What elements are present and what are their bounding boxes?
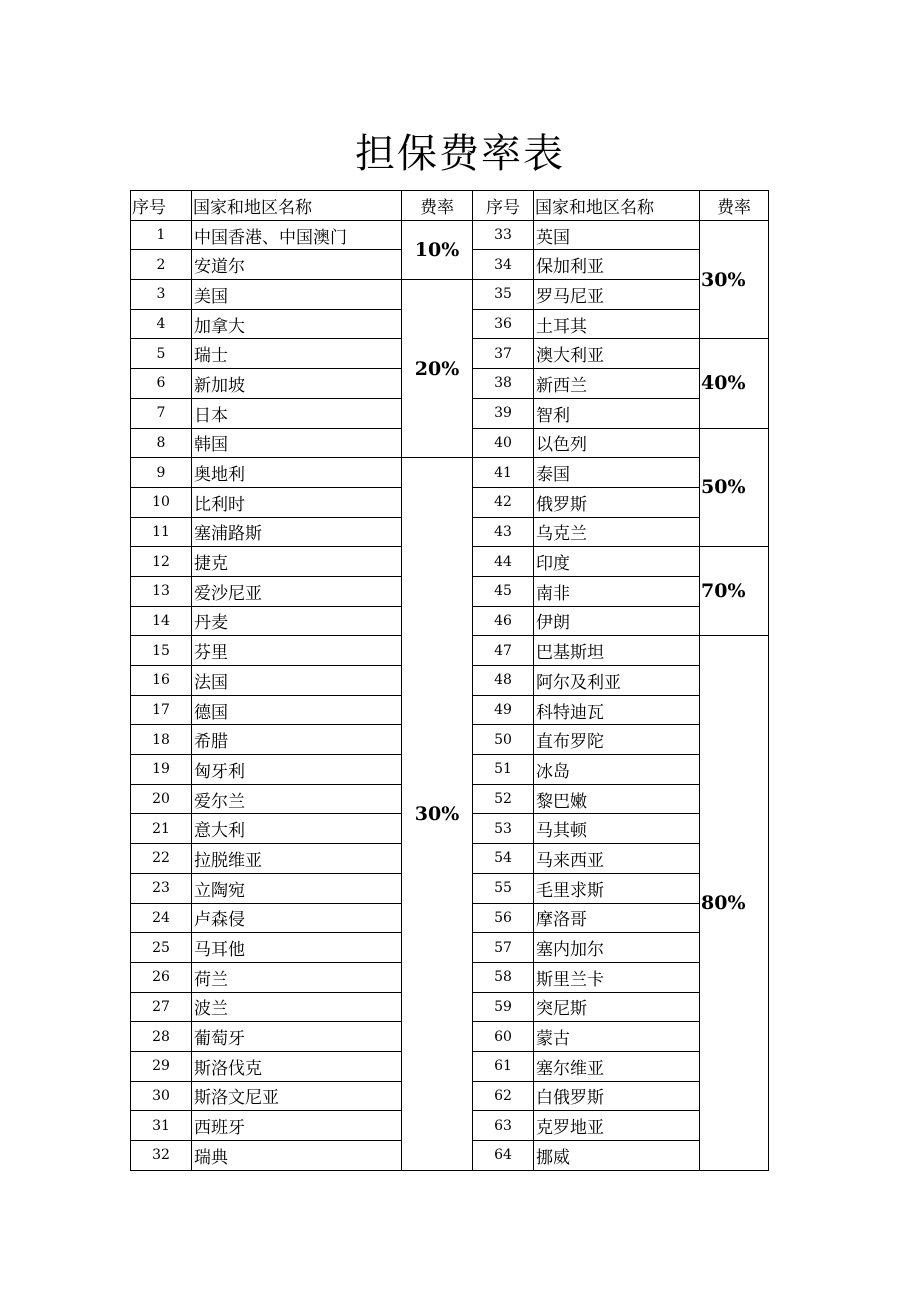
country-name: 芬里 — [192, 636, 402, 666]
rate-cell: 40% — [700, 339, 769, 428]
row-number: 45 — [473, 576, 534, 606]
row-number: 28 — [131, 1022, 192, 1052]
row-number: 42 — [473, 487, 534, 517]
country-name: 荷兰 — [192, 962, 402, 992]
row-number: 44 — [473, 547, 534, 577]
country-name: 科特迪瓦 — [534, 695, 700, 725]
header-row — [131, 191, 769, 221]
row-number: 22 — [131, 844, 192, 874]
row-number: 9 — [131, 458, 192, 488]
country-name: 波兰 — [192, 992, 402, 1022]
row-number: 13 — [131, 576, 192, 606]
header-no-left: 序号 — [131, 191, 192, 221]
country-name: 智利 — [534, 398, 700, 428]
row-number: 64 — [473, 1141, 534, 1171]
row-number: 16 — [131, 666, 192, 696]
country-name: 斯洛文尼亚 — [192, 1081, 402, 1111]
rate-cell: 30% — [402, 458, 473, 1171]
country-name: 挪威 — [534, 1141, 700, 1171]
row-number: 35 — [473, 280, 534, 310]
row-number: 40 — [473, 428, 534, 458]
country-name: 爱沙尼亚 — [192, 576, 402, 606]
header-rate-right: 费率 — [700, 191, 769, 221]
country-name: 直布罗陀 — [534, 725, 700, 755]
row-number: 4 — [131, 309, 192, 339]
row-number: 54 — [473, 844, 534, 874]
row-number: 7 — [131, 398, 192, 428]
row-number: 23 — [131, 873, 192, 903]
country-name: 伊朗 — [534, 606, 700, 636]
rate-cell: 20% — [402, 280, 473, 458]
row-number: 21 — [131, 814, 192, 844]
country-name: 美国 — [192, 280, 402, 310]
row-number: 15 — [131, 636, 192, 666]
country-name: 克罗地亚 — [534, 1111, 700, 1141]
row-number: 56 — [473, 903, 534, 933]
table-row — [131, 458, 769, 488]
country-name: 立陶宛 — [192, 873, 402, 903]
country-name: 爱尔兰 — [192, 784, 402, 814]
country-name: 斯洛伐克 — [192, 1051, 402, 1081]
row-number: 2 — [131, 250, 192, 280]
row-number: 48 — [473, 666, 534, 696]
country-name: 冰岛 — [534, 755, 700, 785]
country-name: 马来西亚 — [534, 844, 700, 874]
country-name: 塞尔维亚 — [534, 1051, 700, 1081]
row-number: 37 — [473, 339, 534, 369]
country-name: 巴基斯坦 — [534, 636, 700, 666]
rate-cell: 50% — [700, 428, 769, 547]
row-number: 41 — [473, 458, 534, 488]
row-number: 58 — [473, 962, 534, 992]
country-name: 瑞典 — [192, 1141, 402, 1171]
row-number: 19 — [131, 755, 192, 785]
country-name: 俄罗斯 — [534, 487, 700, 517]
row-number: 14 — [131, 606, 192, 636]
country-name: 塞内加尔 — [534, 933, 700, 963]
row-number: 8 — [131, 428, 192, 458]
table-row — [131, 220, 769, 250]
country-name: 罗马尼亚 — [534, 280, 700, 310]
country-name: 加拿大 — [192, 309, 402, 339]
country-name: 中国香港、中国澳门 — [192, 220, 402, 250]
row-number: 60 — [473, 1022, 534, 1052]
country-name: 黎巴嫩 — [534, 784, 700, 814]
row-number: 12 — [131, 547, 192, 577]
header-name-left: 国家和地区名称 — [192, 191, 402, 221]
country-name: 蒙古 — [534, 1022, 700, 1052]
country-name: 新加坡 — [192, 369, 402, 399]
country-name: 印度 — [534, 547, 700, 577]
country-name: 阿尔及利亚 — [534, 666, 700, 696]
row-number: 33 — [473, 220, 534, 250]
rate-cell: 10% — [402, 220, 473, 279]
country-name: 奥地利 — [192, 458, 402, 488]
row-number: 3 — [131, 280, 192, 310]
header-rate-left: 费率 — [402, 191, 473, 221]
row-number: 47 — [473, 636, 534, 666]
country-name: 比利时 — [192, 487, 402, 517]
row-number: 10 — [131, 487, 192, 517]
country-name: 丹麦 — [192, 606, 402, 636]
row-number: 26 — [131, 962, 192, 992]
country-name: 保加利亚 — [534, 250, 700, 280]
row-number: 38 — [473, 369, 534, 399]
row-number: 29 — [131, 1051, 192, 1081]
country-name: 新西兰 — [534, 369, 700, 399]
row-number: 63 — [473, 1111, 534, 1141]
country-name: 法国 — [192, 666, 402, 696]
row-number: 27 — [131, 992, 192, 1022]
country-name: 拉脱维亚 — [192, 844, 402, 874]
country-name: 德国 — [192, 695, 402, 725]
row-number: 25 — [131, 933, 192, 963]
country-name: 卢森侵 — [192, 903, 402, 933]
row-number: 62 — [473, 1081, 534, 1111]
row-number: 6 — [131, 369, 192, 399]
row-number: 51 — [473, 755, 534, 785]
country-name: 白俄罗斯 — [534, 1081, 700, 1111]
country-name: 英国 — [534, 220, 700, 250]
country-name: 塞浦路斯 — [192, 517, 402, 547]
country-name: 西班牙 — [192, 1111, 402, 1141]
row-number: 32 — [131, 1141, 192, 1171]
country-name: 马其顿 — [534, 814, 700, 844]
row-number: 1 — [131, 220, 192, 250]
header-no-right: 序号 — [473, 191, 534, 221]
country-name: 毛里求斯 — [534, 873, 700, 903]
header-name-right: 国家和地区名称 — [534, 191, 700, 221]
country-name: 澳大利亚 — [534, 339, 700, 369]
row-number: 53 — [473, 814, 534, 844]
row-number: 46 — [473, 606, 534, 636]
row-number: 17 — [131, 695, 192, 725]
row-number: 30 — [131, 1081, 192, 1111]
row-number: 5 — [131, 339, 192, 369]
country-name: 土耳其 — [534, 309, 700, 339]
table-row — [131, 280, 769, 310]
row-number: 24 — [131, 903, 192, 933]
row-number: 11 — [131, 517, 192, 547]
rate-cell: 30% — [700, 220, 769, 339]
rate-cell: 70% — [700, 547, 769, 636]
row-number: 36 — [473, 309, 534, 339]
country-name: 泰国 — [534, 458, 700, 488]
country-name: 韩国 — [192, 428, 402, 458]
country-name: 安道尔 — [192, 250, 402, 280]
country-name: 瑞士 — [192, 339, 402, 369]
country-name: 以色列 — [534, 428, 700, 458]
row-number: 20 — [131, 784, 192, 814]
country-name: 突尼斯 — [534, 992, 700, 1022]
country-name: 马耳他 — [192, 933, 402, 963]
row-number: 61 — [473, 1051, 534, 1081]
row-number: 57 — [473, 933, 534, 963]
country-name: 日本 — [192, 398, 402, 428]
country-name: 葡萄牙 — [192, 1022, 402, 1052]
row-number: 49 — [473, 695, 534, 725]
guarantee-rate-table — [130, 190, 769, 1171]
row-number: 52 — [473, 784, 534, 814]
country-name: 南非 — [534, 576, 700, 606]
row-number: 50 — [473, 725, 534, 755]
country-name: 斯里兰卡 — [534, 962, 700, 992]
row-number: 55 — [473, 873, 534, 903]
country-name: 乌克兰 — [534, 517, 700, 547]
country-name: 意大利 — [192, 814, 402, 844]
row-number: 34 — [473, 250, 534, 280]
rate-cell: 80% — [700, 636, 769, 1170]
row-number: 31 — [131, 1111, 192, 1141]
page-title: 担保费率表 — [355, 131, 565, 177]
row-number: 18 — [131, 725, 192, 755]
country-name: 摩洛哥 — [534, 903, 700, 933]
country-name: 希腊 — [192, 725, 402, 755]
country-name: 捷克 — [192, 547, 402, 577]
row-number: 43 — [473, 517, 534, 547]
country-name: 匈牙利 — [192, 755, 402, 785]
row-number: 39 — [473, 398, 534, 428]
row-number: 59 — [473, 992, 534, 1022]
